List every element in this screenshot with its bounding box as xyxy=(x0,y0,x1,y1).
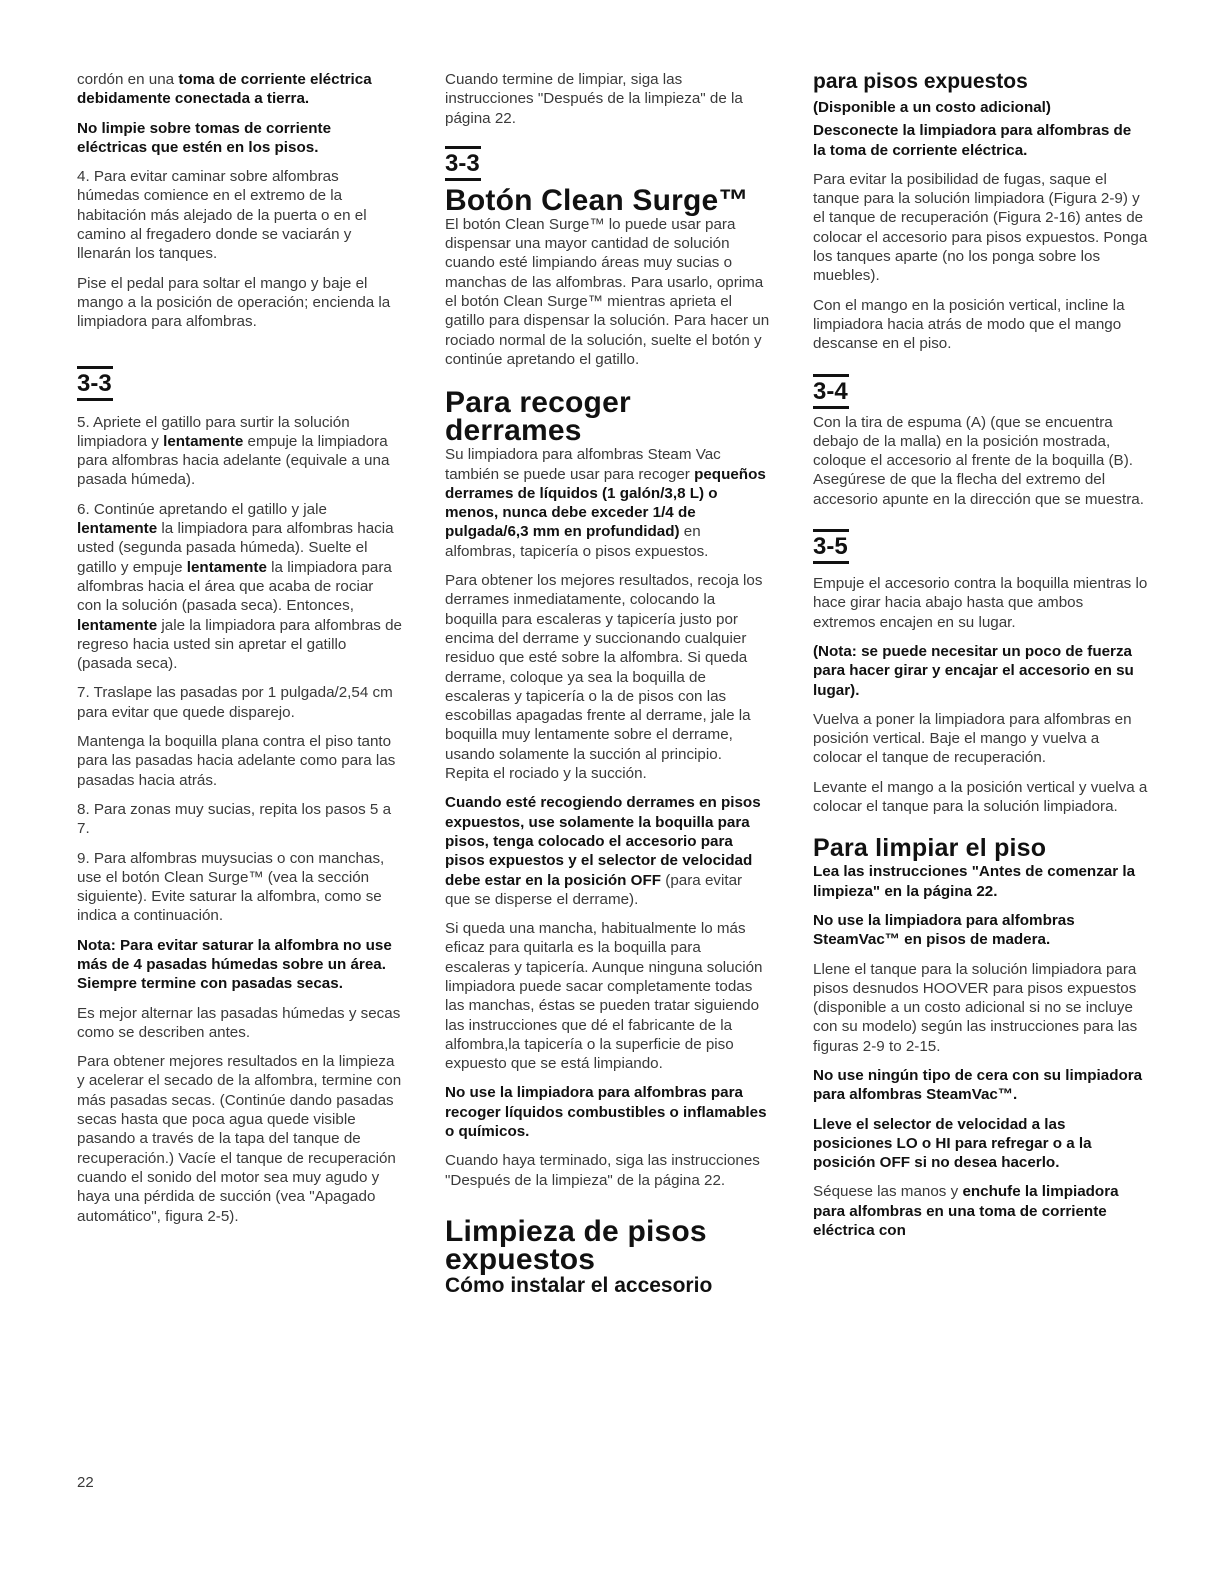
sub-heading: Cómo instalar el accesorio xyxy=(445,1273,713,1297)
paragraph: Para obtener los mejores resultados, recoja los derrames inmediatamente, colocando la boquilla para escaleras y tapicería justo por encima del derrame y succionando cualquier residuo que esté sobre la alfombra. Si queda derrame, coloque ya sea la boquilla de escaleras y tapicería o la de pisos con las escobillas apagadas frente al derrame, jale la boquilla muy lentamente sobre el derrame, usando solamente la succión al principio. Repita el rociado y la succión. xyxy=(445,572,763,783)
page-number: 22 xyxy=(77,1474,94,1491)
warning-text: Desconecte la limpiadora para alfombras de la toma de corriente eléctrica. xyxy=(813,122,1132,159)
figure-marker: 3-3 xyxy=(445,146,770,181)
paragraph: Cuando haya terminado, siga las instrucciones "Después de la limpieza" de la página 22. xyxy=(445,1152,760,1189)
section-heading: Para recoger derrames xyxy=(445,386,631,448)
paragraph: Mantenga la boquilla plana contra el piso tanto para las pasadas hacia adelante como para las pasadas hacia atrás. xyxy=(77,733,396,789)
note-text: Nota: Para evitar saturar la alfombra no use más de 4 pasadas húmedas sobre un área. Siempre termine con pasadas secas. xyxy=(77,936,392,993)
column-1 xyxy=(77,70,402,1236)
note-text: Lea las instrucciones "Antes de comenzar la limpieza" en la página 22. xyxy=(813,863,1136,900)
paragraph: Con el mango en la posición vertical, incline la limpiadora hacia atrás de modo que el mango descanse en el piso. xyxy=(813,296,1125,353)
figure-marker: 3-3 xyxy=(77,366,402,401)
note-text: (Disponible a un costo adicional) xyxy=(813,99,1051,116)
paragraph: Vuelva a poner la limpiadora para alfombras en posición vertical. Baje el mango y vuelva a colocar el tanque de recuperación. xyxy=(813,710,1132,767)
paragraph: Levante el mango a la posición vertical y vuelva a colocar el tanque para la solución limpiadora. xyxy=(813,778,1148,816)
paragraph: Llene el tanque para la solución limpiadora para pisos desnudos HOOVER para pisos expuestos (disponible a un costo adicional si no se incluye con su modelo) según las instrucciones para las figuras 2-9 to 2-15. xyxy=(813,960,1138,1055)
warning-text: No use la limpiadora para alfombras SteamVac™ en pisos de madera. xyxy=(813,911,1075,949)
paragraph: Si queda una mancha, habitualmente lo más eficaz para quitarla es la boquilla para escaleras y tapicería. Aunque ninguna solución limpiadora puede sacar completamente todas las manchas, éstas se pueden tratar siguiendo las instrucciones que dé el fabricante de la alfombra,la tapicería o la superficie de piso expuesto que se está limpiando. xyxy=(445,920,763,1073)
figure-marker: 3-5 xyxy=(813,529,1148,564)
paragraph: Para obtener mejores resultados en la limpieza y acelerar el secado de la alfombra, termine con más pasadas secas. (Continúe dando pasadas secas hasta que poca agua quede visible pasando a través de la tapa del tanque de recuperación.) Vacíe el tanque de recuperación cuando el sonido del motor sea muy agudo y haya una pérdida de succión (vea "Apagado automático", figura 2-5). xyxy=(77,1053,402,1225)
paragraph: Séquese las manos y enchufe la limpiadora para alfombras en una toma de corriente eléctrica con xyxy=(813,1183,1119,1240)
figure-marker: 3-4 xyxy=(813,374,1148,409)
step-4: 4. Para evitar caminar sobre alfombras húmedas comience en el extremo de la habitación más alejado de la puerta o en el camino al fregadero donde se vaciarán y llenarán los tanques. xyxy=(77,168,367,263)
step-5: 5. Apriete el gatillo para surtir la solución limpiadora y lentamente empuje la limpiadora para alfombras hacia adelante (equivale a una pasada húmeda). xyxy=(77,413,390,489)
step-6: 6. Continúe apretando el gatillo y jale lentamente la limpiadora para alfombras hacia usted (segunda pasada húmeda). Suelte el gatillo y empuje lentamente la limpiadora para alfombras hacia el área que acaba de rociar con la solución (pasada seca). Entonces, lentamente jale la limpiadora para alfombras de regreso hacia usted sin apretar el gatillo (pasada seca). xyxy=(77,500,403,673)
section-heading: Limpieza de pisos expuestos xyxy=(445,1214,707,1276)
warning-text: No limpie sobre tomas de corriente eléctricas que estén en los pisos. xyxy=(77,119,332,156)
section-heading: Para limpiar el piso xyxy=(813,834,1047,863)
paragraph: Pise el pedal para soltar el mango y baje el mango a la posición de operación; encienda la limpiadora para alfombras. xyxy=(77,274,391,331)
column-2 xyxy=(445,70,770,1302)
warning-text: No use la limpiadora para alfombras para recoger líquidos combustibles o inflamables o químicos. xyxy=(445,1084,767,1141)
paragraph: Cuando termine de limpiar, siga las instrucciones "Después de la limpieza" de la página 22. xyxy=(445,71,743,127)
step-7: 7. Traslape las pasadas por 1 pulgada/2,54 cm para evitar que quede disparejo. xyxy=(77,684,393,721)
paragraph: Para evitar la posibilidad de fugas, saque el tanque para la solución limpiadora (Figura 2-9) y el tanque de recuperación (Figura 2-16) antes de colocar el accesorio para pisos expuestos. Ponga los tanques aparte (no los ponga sobre los muebles). xyxy=(813,170,1148,285)
column-3 xyxy=(813,70,1148,1250)
warning-text: Lleve el selector de velocidad a las posiciones LO o HI para refregar o a la posición OFF si no desea hacerlo. xyxy=(813,1115,1092,1172)
paragraph: Empuje el accesorio contra la boquilla mientras lo hace girar hacia abajo hasta que ambos extremos encajen en su lugar. xyxy=(813,575,1148,631)
step-9: 9. Para alfombras muysucias o con manchas, use el botón Clean Surge™ (vea la sección siguiente). Evite saturar la alfombra, como se indica a continuación. xyxy=(77,849,385,925)
paragraph: Es mejor alternar las pasadas húmedas y secas como se describen antes. xyxy=(77,1004,401,1041)
sub-heading: para pisos expuestos xyxy=(813,70,1028,93)
step-8: 8. Para zonas muy sucias, repita los pasos 5 a 7. xyxy=(77,800,392,838)
paragraph: Con la tira de espuma (A) (que se encuentra debajo de la malla) en la posición mostrada, coloque el accesorio al frente de la boquilla (B). Asegúrese de que la flecha del extremo del accesorio apunte en la dirección que se muestra. xyxy=(813,413,1144,508)
warning-text: No use ningún tipo de cera con su limpiadora para alfombras SteamVac™. xyxy=(813,1066,1143,1104)
note-text: (Nota: se puede necesitar un poco de fuerza para hacer girar y encajar el accesorio en su lugar). xyxy=(813,642,1134,699)
section-heading: Botón Clean Surge™ xyxy=(445,183,749,217)
warning-text: Cuando esté recogiendo derrames en pisos expuestos, use solamente la boquilla para pisos, tenga colocado el accesorio para pisos expuestos y el selector de velocidad debe estar en la posición OFF (para evitar que se disperse el derrame). xyxy=(445,794,761,908)
paragraph: Su limpiadora para alfombras Steam Vac también se puede usar para recoger pequeños derrames de líquidos (1 galón/3,8 L) o menos, nunca debe exceder 1/4 de pulgada/6,3 mm en profundidad) en alfombras, tapicería o pisos expuestos. xyxy=(445,446,766,560)
paragraph: cordón en una toma de corriente eléctrica debidamente conectada a tierra. xyxy=(77,71,372,108)
paragraph: El botón Clean Surge™ lo puede usar para dispensar una mayor cantidad de solución cuando esté limpiando áreas muy sucias o manchas de las alfombras. Para usarlo, oprima el botón Clean Surge™ mientras aprieta el gatillo para dispensar la solución. Para hacer un rociado normal de la solución, suelte el botón y continúe apretando el gatillo. xyxy=(445,215,770,368)
